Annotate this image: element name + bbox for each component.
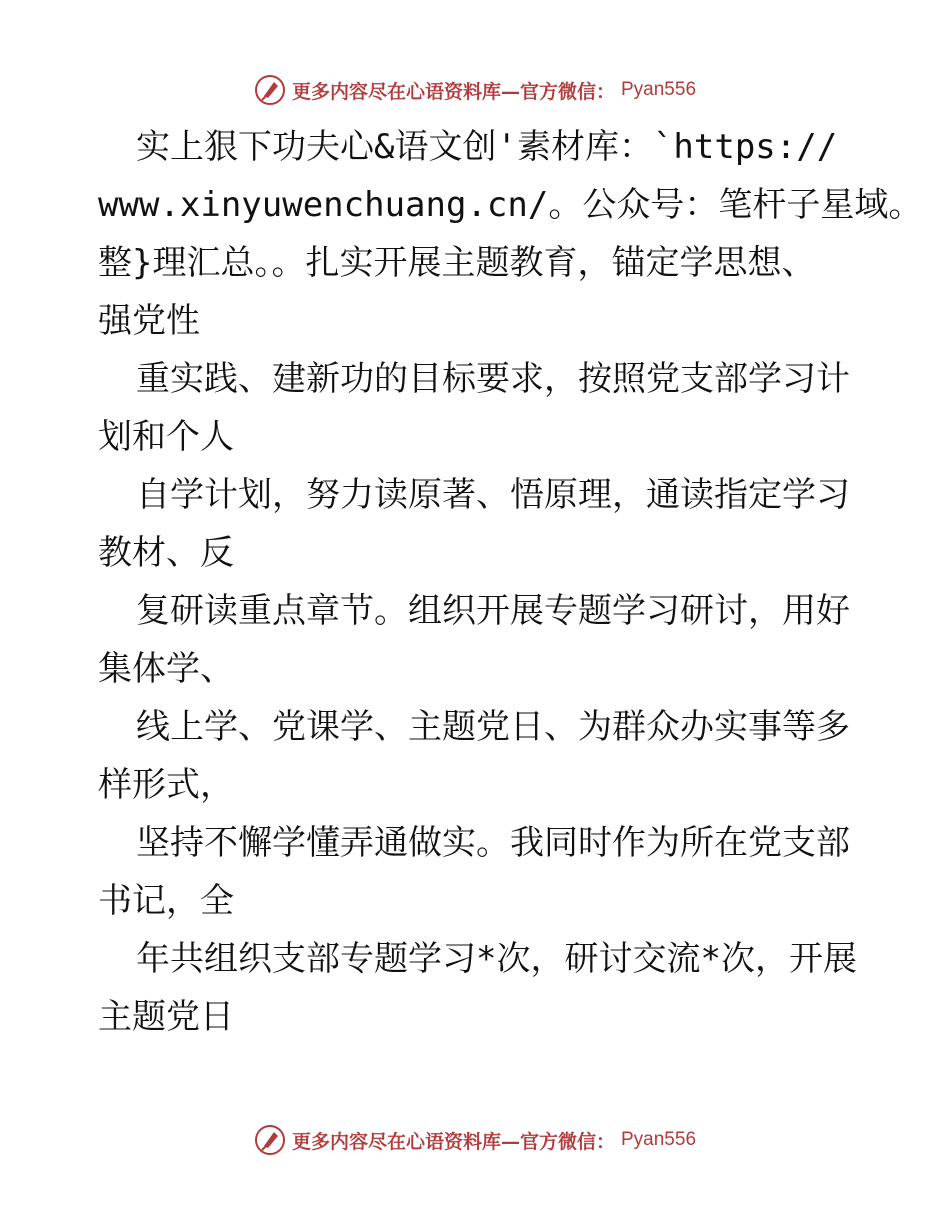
footer-banner-text: 更多内容尽在心语资料库—官方微信： [291, 1130, 615, 1153]
header-banner-text: 更多内容尽在心语资料库—官方微信： [291, 80, 615, 103]
text-line: 实上狠下功夫心&语文创'素材库：`https:// [136, 127, 838, 167]
text-line: 主题党日 [98, 997, 234, 1037]
text-line: 复研读重点章节。组织开展专题学习研讨，用好 [136, 591, 850, 631]
pen-nib-logo-icon [254, 74, 286, 106]
footer-wechat-id: Pyan556 [621, 1129, 697, 1150]
text-line: 线上学、党课学、主题党日、为群众办实事等多 [136, 707, 850, 747]
text-line: 样形式， [98, 765, 234, 805]
text-line: 书记，全 [98, 881, 234, 921]
pen-nib-logo-icon [254, 1124, 286, 1156]
text-line: 重实践、建新功的目标要求，按照党支部学习计 [136, 359, 850, 399]
text-line: 划和个人 [98, 417, 234, 457]
header-wechat-id: Pyan556 [621, 79, 697, 100]
document-body [98, 118, 923, 1046]
header-banner [0, 70, 950, 110]
text-line: 坚持不懈学懂弄通做实。我同时作为所在党支部 [136, 823, 850, 863]
text-line: 整}理汇总。。扎实开展主题教育，锚定学思想、 [98, 243, 816, 283]
footer-banner [0, 1120, 950, 1160]
text-line: 教材、反 [98, 533, 234, 573]
text-line: 自学计划，努力读原著、悟原理，通读指定学习 [136, 475, 850, 515]
text-line: 强党性 [98, 301, 200, 341]
text-line: 集体学、 [98, 649, 234, 689]
text-line: 年共组织支部专题学习*次，研讨交流*次，开展 [136, 939, 857, 979]
text-line: www.xinyuwenchuang.cn/。公众号：笔杆子星域。 [98, 185, 923, 225]
